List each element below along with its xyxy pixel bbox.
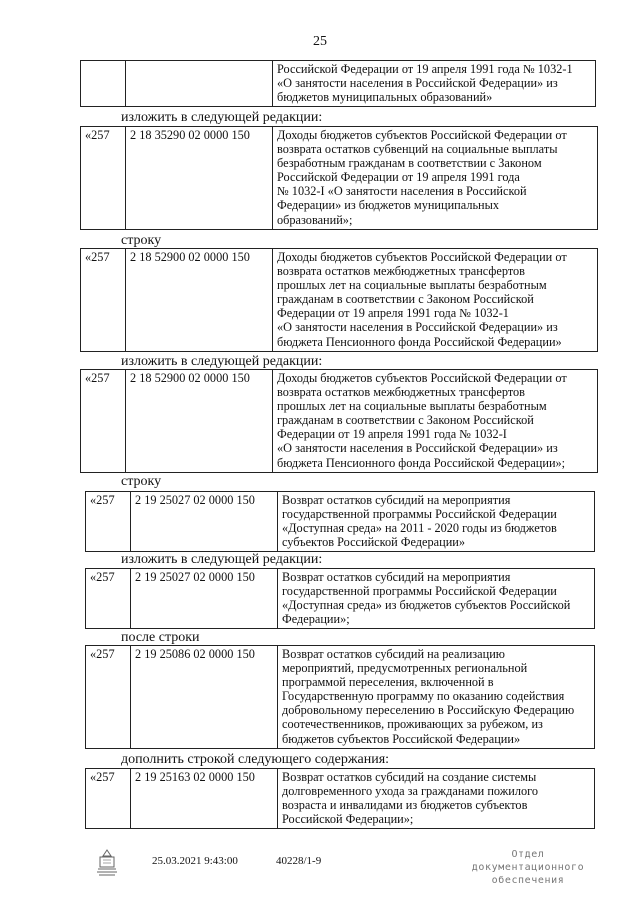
row-code: «257 [86,646,131,749]
table-row [85,491,595,552]
footer-datetime: 25.03.2021 9:43:00 [152,855,238,867]
table-row [80,248,598,352]
row-kbk: 2 18 52900 02 0000 150 [126,370,273,473]
footer-doc-number: 40228/1-9 [276,855,322,867]
table-row [80,60,596,107]
table-row [80,369,598,473]
caption: изложить в следующей редакции: [121,110,323,125]
row-kbk: 2 18 35290 02 0000 150 [126,127,273,230]
table-row [85,568,595,629]
row-code: «257 [86,569,131,629]
department-stamp [453,848,603,887]
caption: строку [121,233,162,248]
page-number: 25 [313,34,327,49]
stamp-line-1: Отдел документационного [471,849,585,873]
row-kbk: 2 18 52900 02 0000 150 [126,249,273,352]
caption: изложить в следующей редакции: [121,552,323,567]
row-code: «257 [86,769,131,829]
emblem-icon [93,848,121,878]
row-code: «257 [81,127,126,230]
row-kbk: 2 19 25163 02 0000 150 [131,769,278,829]
row-text: Возврат остатков субсидий на реализацию мероприятий, предусмотренных региональной программой переселения, включенной в Государственную программу по оказанию содействия добровольному переселению в Российскую Федерацию соотечественников, проживающих за рубежом, из бюджетов субъектов Российской Федерации» [278,646,595,749]
stamp-line-2: обеспечения [491,875,565,886]
row-code: «257 [81,370,126,473]
row-text: Доходы бюджетов субъектов Российской Федерации от возврата остатков межбюджетных трансфертов прошлых лет на социальные выплаты безработным гражданам в соответствии с Законом Российской Федерации от 19 апреля 1991 года № 1032-I «О занятости населения в Российской Федерации» из бюджета Пенсионного фонда Российской Федерации»; [273,370,598,473]
row-code: «257 [81,249,126,352]
table-row [85,768,595,829]
row-text: Возврат остатков субсидий на создание системы долговременного ухода за гражданами пожилого возраста и инвалидами из бюджетов субъектов Российской Федерации»; [278,769,595,829]
row-text: Возврат остатков субсидий на мероприятия государственной программы Российской Федерации «Доступная среда» на 2011 - 2020 годы из бюджетов субъектов Российской Федерации» [278,492,595,552]
row-kbk: 2 19 25027 02 0000 150 [131,492,278,552]
caption: дополнить строкой следующего содержания: [121,752,390,767]
row-kbk [126,61,273,107]
caption: после строки [121,630,200,645]
table-row [80,126,598,230]
row-code [81,61,126,107]
row-text: Российской Федерации от 19 апреля 1991 года № 1032-1 «О занятости населения в Российской Федерации» из бюджетов муниципальных образований» [273,61,596,107]
caption: изложить в следующей редакции: [121,354,323,369]
row-kbk: 2 19 25086 02 0000 150 [131,646,278,749]
row-text: Возврат остатков субсидий на мероприятия государственной программы Российской Федерации «Доступная среда» из бюджетов субъектов Российской Федерации»; [278,569,595,629]
table-row [85,645,595,749]
row-text: Доходы бюджетов субъектов Российской Федерации от возврата остатков межбюджетных трансфертов прошлых лет на социальные выплаты безработным гражданам в соответствии с Законом Российской Федерации от 19 апреля 1991 года № 1032-1 «О занятости населения в Российской Федерации» из бюджета Пенсионного фонда Российской Федерации» [273,249,598,352]
row-kbk: 2 19 25027 02 0000 150 [131,569,278,629]
caption: строку [121,474,162,489]
row-text: Доходы бюджетов субъектов Российской Федерации от возврата остатков субвенций на социальные выплаты безработным гражданам в соответствии с Законом Российской Федерации от 19 апреля 1991 года № 1032-I «О занятости населения в Российской Федерации» из бюджетов муниципальных образований»; [273,127,598,230]
row-code: «257 [86,492,131,552]
